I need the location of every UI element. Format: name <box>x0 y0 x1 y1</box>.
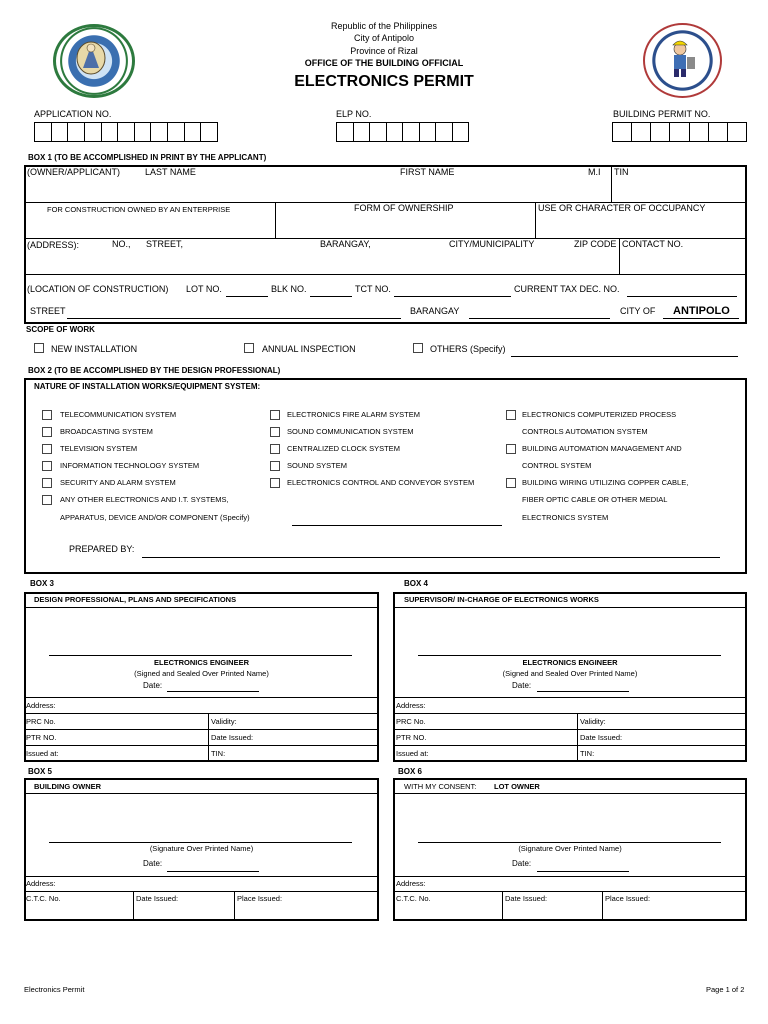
tin-label: TIN <box>614 167 629 177</box>
seal-emblem-icon <box>53 24 129 92</box>
box4-issued-at-label: Issued at: <box>396 749 429 758</box>
scope-of-work-heading: SCOPE OF WORK <box>26 325 95 334</box>
box4-date-line[interactable] <box>537 691 629 692</box>
address-city-label: CITY/MUNICIPALITY <box>449 239 535 249</box>
box6-ctc-label: C.T.C. No. <box>396 894 431 903</box>
last-name-label: LAST NAME <box>145 167 196 177</box>
building-wiring-label-2: FIBER OPTIC CABLE OR OTHER MEDIAL <box>522 495 668 504</box>
annual-inspection-label: ANNUAL INSPECTION <box>262 344 356 354</box>
others-label: OTHERS (Specify) <box>430 344 506 354</box>
broadcasting-label: BROADCASTING SYSTEM <box>60 427 153 436</box>
building-wiring-checkbox[interactable] <box>506 478 516 488</box>
process-control-label-2: CONTROLS AUTOMATION SYSTEM <box>522 427 648 436</box>
application-no-field[interactable] <box>34 122 218 142</box>
box4-heading: SUPERVISOR/ IN-CHARGE OF ELECTRONICS WORKS <box>404 595 599 604</box>
info-tech-label: INFORMATION TECHNOLOGY SYSTEM <box>60 461 200 470</box>
box6-label: BOX 6 <box>398 767 423 776</box>
blk-no-line[interactable] <box>310 296 352 297</box>
box3-date-label: Date: <box>143 681 163 690</box>
street-label: STREET <box>30 306 66 316</box>
box3-date-line[interactable] <box>167 691 259 692</box>
box6-date-label: Date: <box>512 859 532 868</box>
form-of-ownership-label: FORM OF OWNERSHIP <box>354 203 454 213</box>
barangay-label: BARANGAY <box>410 306 460 316</box>
owner-applicant-label: (OWNER/APPLICANT) <box>27 167 121 177</box>
lot-no-label: LOT NO. <box>186 284 222 294</box>
other-electronics-specify-label: APPARATUS, DEVICE AND/OR COMPONENT (Specify) <box>60 513 250 522</box>
box6-heading-prefix: WITH MY CONSENT: <box>404 782 477 791</box>
box4-label: BOX 4 <box>404 579 429 588</box>
box5-signature-label: (Signature Over Printed Name) <box>149 844 254 853</box>
process-control-label-1: ELECTRONICS COMPUTERIZED PROCESS <box>522 410 677 419</box>
box6-place-issued-label: Place Issued: <box>605 894 651 903</box>
location-label: (LOCATION OF CONSTRUCTION) <box>27 284 169 294</box>
box4-address-label: Address: <box>396 701 426 710</box>
footer-page-number: Page 1 of 2 <box>706 985 745 994</box>
security-alarm-checkbox[interactable] <box>42 478 52 488</box>
first-name-label: FIRST NAME <box>400 167 455 177</box>
application-no-label: APPLICATION NO. <box>34 109 112 119</box>
box4-signed-label: (Signed and Sealed Over Printed Name) <box>502 669 638 678</box>
tax-dec-label: CURRENT TAX DEC. NO. <box>514 284 620 294</box>
header-city: City of Antipolo <box>353 33 415 43</box>
control-conveyor-checkbox[interactable] <box>270 478 280 488</box>
box3-issued-at-label: Issued at: <box>26 749 59 758</box>
others-specify-line[interactable] <box>511 356 738 357</box>
building-automation-label-1: BUILDING AUTOMATION MANAGEMENT AND <box>522 444 682 453</box>
box3-label: BOX 3 <box>30 579 55 588</box>
telecom-checkbox[interactable] <box>42 410 52 420</box>
info-tech-checkbox[interactable] <box>42 461 52 471</box>
lot-no-line[interactable] <box>226 296 268 297</box>
television-checkbox[interactable] <box>42 444 52 454</box>
box5-heading: BUILDING OWNER <box>34 782 102 791</box>
box6-signature-line[interactable] <box>418 842 721 843</box>
box4-tin-label: TIN: <box>580 749 595 758</box>
prepared-by-line[interactable] <box>142 557 720 558</box>
sound-system-label: SOUND SYSTEM <box>287 461 348 470</box>
tax-dec-line[interactable] <box>627 296 737 297</box>
box3-address-label: Address: <box>26 701 56 710</box>
box3-engineer-label: ELECTRONICS ENGINEER <box>153 658 249 667</box>
sound-comm-checkbox[interactable] <box>270 427 280 437</box>
city-value: ANTIPOLO <box>673 305 730 317</box>
box5-address-label: Address: <box>26 879 56 888</box>
fire-alarm-checkbox[interactable] <box>270 410 280 420</box>
box3-signature-line[interactable] <box>49 655 352 656</box>
sound-system-checkbox[interactable] <box>270 461 280 471</box>
zip-code-label: ZIP CODE <box>574 239 617 249</box>
box5-date-label: Date: <box>143 859 163 868</box>
clock-system-checkbox[interactable] <box>270 444 280 454</box>
building-permit-no-field[interactable] <box>612 122 747 142</box>
header-office: OFFICE OF THE BUILDING OFFICIAL <box>304 58 464 68</box>
city-of-label: CITY OF <box>620 306 656 316</box>
box4-validity-label: Validity: <box>580 717 606 726</box>
box3-ptr-label: PTR NO. <box>26 733 57 742</box>
box3-date-issued-label: Date Issued: <box>211 733 254 742</box>
address-street-label: STREET, <box>146 239 184 249</box>
telecom-label: TELECOMMUNICATION SYSTEM <box>60 410 177 419</box>
nature-heading: NATURE OF INSTALLATION WORKS/EQUIPMENT SYSTEM: <box>34 382 261 391</box>
elp-no-label: ELP NO. <box>336 109 372 119</box>
enterprise-label: FOR CONSTRUCTION OWNED BY AN ENTERPRISE <box>47 205 231 214</box>
sound-comm-label: SOUND COMMUNICATION SYSTEM <box>287 427 414 436</box>
box3-prc-label: PRC No. <box>26 717 56 726</box>
builder-figure-icon <box>643 23 718 94</box>
mi-label: M.I <box>588 167 601 177</box>
television-label: TELEVISION SYSTEM <box>60 444 138 453</box>
box6-signature-label: (Signature Over Printed Name) <box>518 844 622 853</box>
box5-date-line[interactable] <box>167 871 259 872</box>
elp-no-field[interactable] <box>336 122 469 142</box>
box6-heading: LOT OWNER <box>494 782 540 791</box>
box4-engineer-label: ELECTRONICS ENGINEER <box>522 658 618 667</box>
building-automation-label-2: CONTROL SYSTEM <box>522 461 592 470</box>
box3-heading: DESIGN PROFESSIONAL, PLANS AND SPECIFICATIONS <box>34 595 237 604</box>
box5-signature-line[interactable] <box>49 842 352 843</box>
building-wiring-label-1: BUILDING WIRING UTILIZING COPPER CABLE, <box>522 478 689 487</box>
barangay-line[interactable] <box>469 318 610 319</box>
blk-no-label: BLK NO. <box>271 284 307 294</box>
box6-address-label: Address: <box>396 879 426 888</box>
box4-date-label: Date: <box>512 681 532 690</box>
contact-no-label: CONTACT NO. <box>622 239 684 249</box>
building-wiring-label-3: ELECTRONICS SYSTEM <box>522 513 609 522</box>
new-installation-label: NEW INSTALLATION <box>51 344 138 354</box>
prepared-by-label: PREPARED BY: <box>69 544 135 554</box>
box1-heading: BOX 1 (TO BE ACCOMPLISHED IN PRINT BY THE APPLICANT) <box>28 153 267 162</box>
clock-system-label: CENTRALIZED CLOCK SYSTEM <box>287 444 400 453</box>
page-title: ELECTRONICS PERMIT <box>294 73 474 90</box>
address-barangay-label: BARANGAY, <box>320 239 371 249</box>
header-republic: Republic of the Philippines <box>330 21 438 31</box>
others-checkbox[interactable] <box>413 343 423 353</box>
box3-validity-label: Validity: <box>211 717 237 726</box>
process-control-checkbox[interactable] <box>506 410 516 420</box>
footer-title: Electronics Permit <box>24 985 85 994</box>
address-no-label: NO., <box>112 239 131 249</box>
fire-alarm-label: ELECTRONICS FIRE ALARM SYSTEM <box>287 410 420 419</box>
box5-ctc-label: C.T.C. No. <box>26 894 61 903</box>
box4-prc-label: PRC No. <box>396 717 426 726</box>
other-electronics-checkbox[interactable] <box>42 495 52 505</box>
city-of-antipolo-seal <box>53 24 135 98</box>
tct-no-line[interactable] <box>394 296 511 297</box>
box4-date-issued-label: Date Issued: <box>580 733 623 742</box>
broadcasting-checkbox[interactable] <box>42 427 52 437</box>
box5-label: BOX 5 <box>28 767 53 776</box>
other-electronics-label: ANY OTHER ELECTRONICS AND I.T. SYSTEMS, <box>60 495 229 504</box>
address-label: (ADDRESS): <box>27 240 80 250</box>
header-province: Province of Rizal <box>350 46 418 56</box>
annual-inspection-checkbox[interactable] <box>244 343 254 353</box>
box5-date-issued-label: Date Issued: <box>136 894 179 903</box>
tct-no-label: TCT NO. <box>355 284 391 294</box>
building-official-seal <box>643 23 722 98</box>
box3-tin-label: TIN: <box>211 749 226 758</box>
use-of-occupancy-label: USE OR CHARACTER OF OCCUPANCY <box>538 203 706 213</box>
box4-signature-line[interactable] <box>418 655 721 656</box>
box6-date-line[interactable] <box>537 871 629 872</box>
street-line[interactable] <box>67 318 401 319</box>
other-electronics-specify-line[interactable] <box>292 525 502 526</box>
box3-signed-label: (Signed and Sealed Over Printed Name) <box>134 669 269 678</box>
security-alarm-label: SECURITY AND ALARM SYSTEM <box>60 478 176 487</box>
box6-date-issued-label: Date Issued: <box>505 894 548 903</box>
box5-place-issued-label: Place Issued: <box>237 894 283 903</box>
building-permit-no-label: BUILDING PERMIT NO. <box>613 109 711 119</box>
building-automation-checkbox[interactable] <box>506 444 516 454</box>
box2-heading: BOX 2 (TO BE ACCOMPLISHED BY THE DESIGN PROFESSIONAL) <box>28 366 281 375</box>
box4-ptr-label: PTR NO. <box>396 733 427 742</box>
control-conveyor-label: ELECTRONICS CONTROL AND CONVEYOR SYSTEM <box>287 478 475 487</box>
new-installation-checkbox[interactable] <box>34 343 44 353</box>
